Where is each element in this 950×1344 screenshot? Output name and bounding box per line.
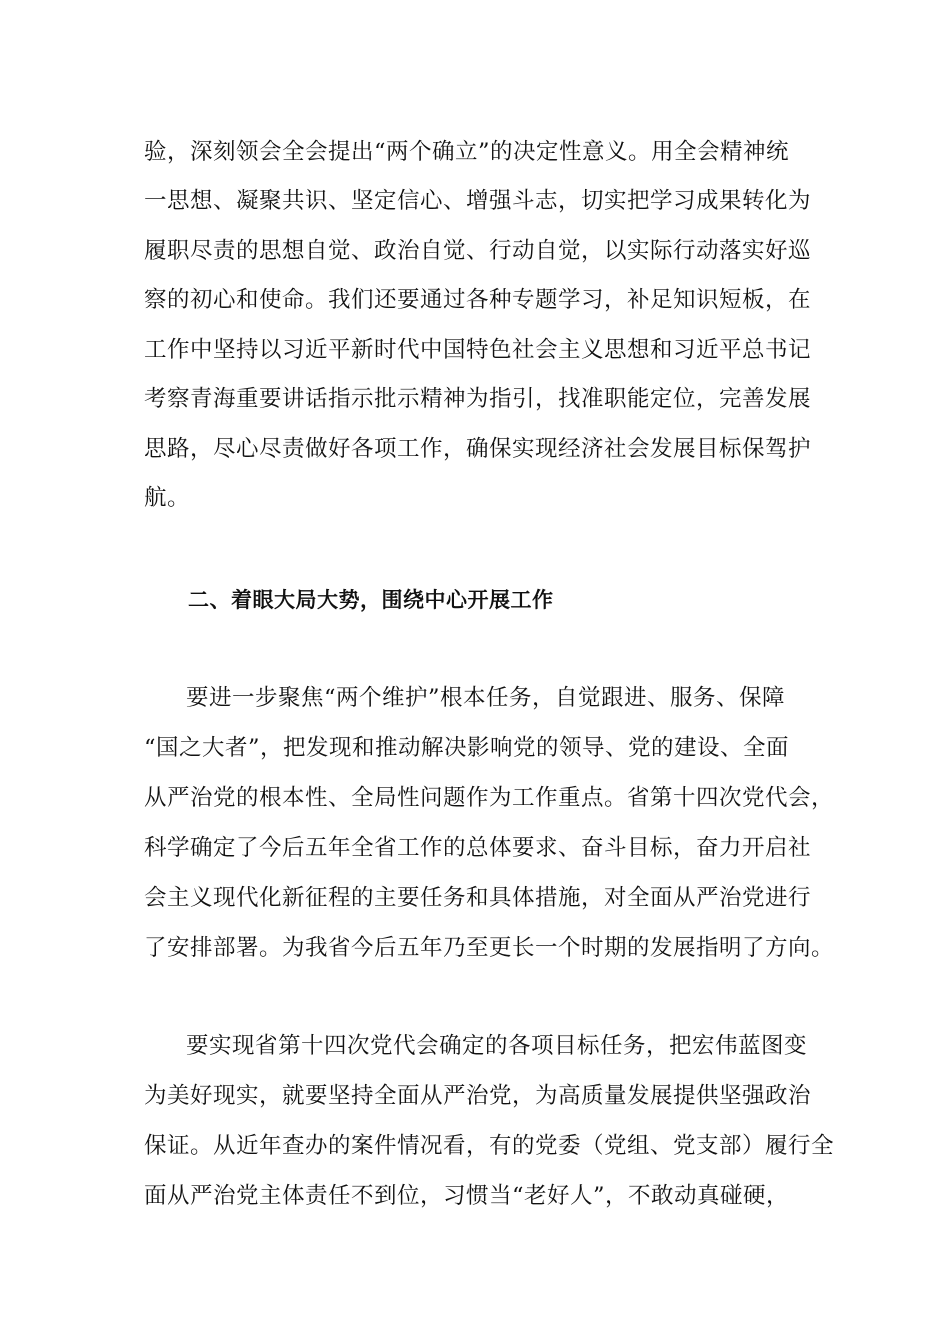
paragraph-line: “国之大者”，把发现和推动解决影响党的领导、党的建设、全面 [144, 735, 790, 761]
paragraph-line: 思路，尽心尽责做好各项工作，确保实现经济社会发展目标保驾护 [144, 436, 812, 462]
paragraph-line: 从严治党的根本性、全局性问题作为工作重点。省第十四次党代会， [144, 785, 835, 811]
paragraph-line: 面从严治党主体责任不到位，习惯当“老好人”，不敢动真碰硬， [144, 1183, 790, 1209]
paragraph-line: 了安排部署。为我省今后五年乃至更长一个时期的发展指明了方向。 [144, 935, 835, 961]
section-heading: 二、着眼大局大势，围绕中心开展工作 [188, 588, 554, 612]
paragraph-line: 要进一步聚焦“两个维护”根本任务，自觉跟进、服务、保障 [186, 685, 786, 711]
paragraph-line: 为美好现实，就要坚持全面从严治党，为高质量发展提供坚强政治 [144, 1083, 812, 1109]
paragraph-line: 履职尽责的思想自觉、政治自觉、行动自觉，以实际行动落实好巡 [144, 238, 812, 264]
paragraph-line: 航。 [144, 485, 191, 511]
paragraph-line: 要实现省第十四次党代会确定的各项目标任务，把宏伟蓝图变 [186, 1033, 808, 1059]
paragraph-line: 工作中坚持以习近平新时代中国特色社会主义思想和习近平总书记 [144, 337, 812, 363]
paragraph-line: 保证。从近年查办的案件情况看，有的党委（党组、党支部）履行全 [144, 1133, 835, 1159]
paragraph-line: 察的初心和使命。我们还要通过各种专题学习，补足知识短板，在 [144, 287, 812, 313]
paragraph-line: 考察青海重要讲话指示批示精神为指引，找准职能定位，完善发展 [144, 386, 812, 412]
paragraph-line: 会主义现代化新征程的主要任务和具体措施，对全面从严治党进行 [144, 885, 812, 911]
paragraph-line: 科学确定了今后五年全省工作的总体要求、奋斗目标，奋力开启社 [144, 835, 812, 861]
paragraph-line: 一思想、凝聚共识、坚定信心、增强斗志，切实把学习成果转化为 [144, 188, 812, 214]
paragraph-line: 验，深刻领会全会提出“两个确立”的决定性意义。用全会精神统 [144, 139, 790, 165]
